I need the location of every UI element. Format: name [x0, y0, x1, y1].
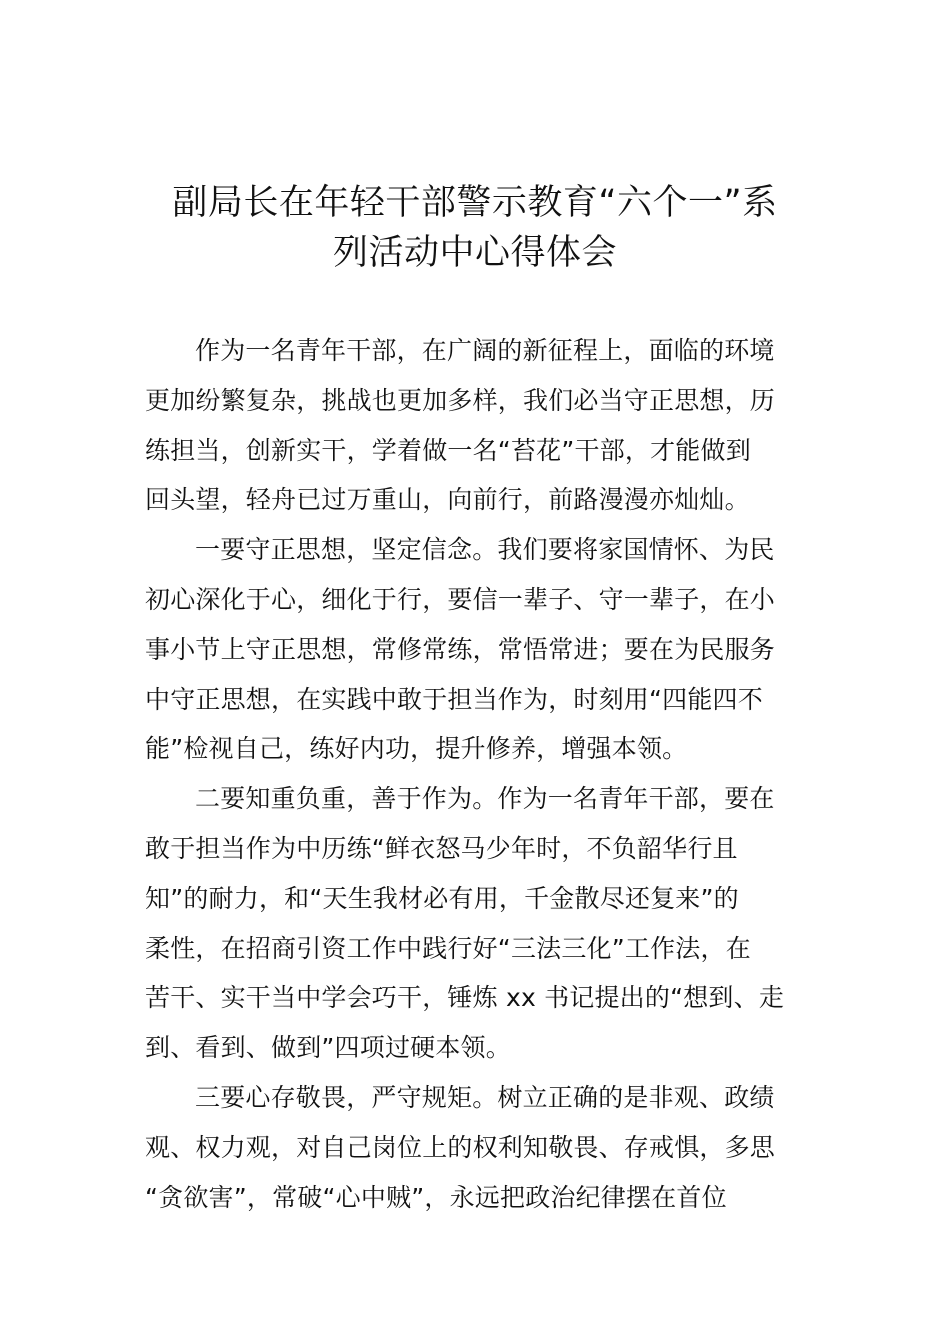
paragraph-line: 敢于担当作为中历练“鲜衣怒马少年时，不负韶华行且	[145, 833, 738, 863]
paragraph-line: 苦干、实干当中学会巧干，锤炼 xx 书记提出的“想到、走	[145, 983, 785, 1013]
paragraph-line: 回头望，轻舟已过万重山，向前行，前路漫漫亦灿灿。	[145, 485, 750, 515]
paragraph-line: 观、权力观，对自己岗位上的权利知敬畏、存戒惧，多思	[145, 1132, 776, 1162]
paragraph-line: 到、看到、做到”四项过硬本领。	[145, 1033, 511, 1063]
paragraph-line: 更加纷繁复杂，挑战也更加多样，我们必当守正思想，历	[145, 385, 776, 415]
paragraph-line: 知”的耐力，和“天生我材必有用，千金散尽还复来”的	[145, 883, 739, 913]
paragraph-line: 初心深化于心，细化于行，要信一辈子、守一辈子，在小	[145, 584, 776, 614]
document-body	[145, 326, 810, 1222]
paragraph-line: 三要心存敬畏，严守规矩。树立正确的是非观、政绩	[195, 1082, 775, 1112]
paragraph-line: 一要守正思想，坚定信念。我们要将家国情怀、为民	[195, 535, 775, 565]
paragraph-line: 中守正思想，在实践中敢于担当作为，时刻用“四能四不	[145, 684, 763, 714]
document-title	[130, 178, 820, 278]
title-line: 列活动中心得体会	[332, 233, 617, 273]
paragraph-line: 事小节上守正思想，常修常练，常悟常进；要在为民服务	[145, 634, 776, 664]
paragraph-line: “贪欲害”，常破“心中贼”，永远把政治纪律摆在首位	[145, 1182, 727, 1212]
paragraph-line: 能”检视自己，练好内功，提升修养，增强本领。	[145, 734, 688, 764]
paragraph-line: 二要知重负重，善于作为。作为一名青年干部，要在	[195, 784, 775, 814]
title-line: 副局长在年轻干部警示教育“六个一”系	[172, 183, 778, 223]
paragraph-line: 柔性，在招商引资工作中践行好“三法三化”工作法，在	[145, 933, 751, 963]
paragraph-line: 作为一名青年干部，在广阔的新征程上，面临的环境	[195, 336, 775, 365]
paragraph-line: 练担当，创新实干，学着做一名“苔花”干部，才能做到	[145, 435, 751, 465]
